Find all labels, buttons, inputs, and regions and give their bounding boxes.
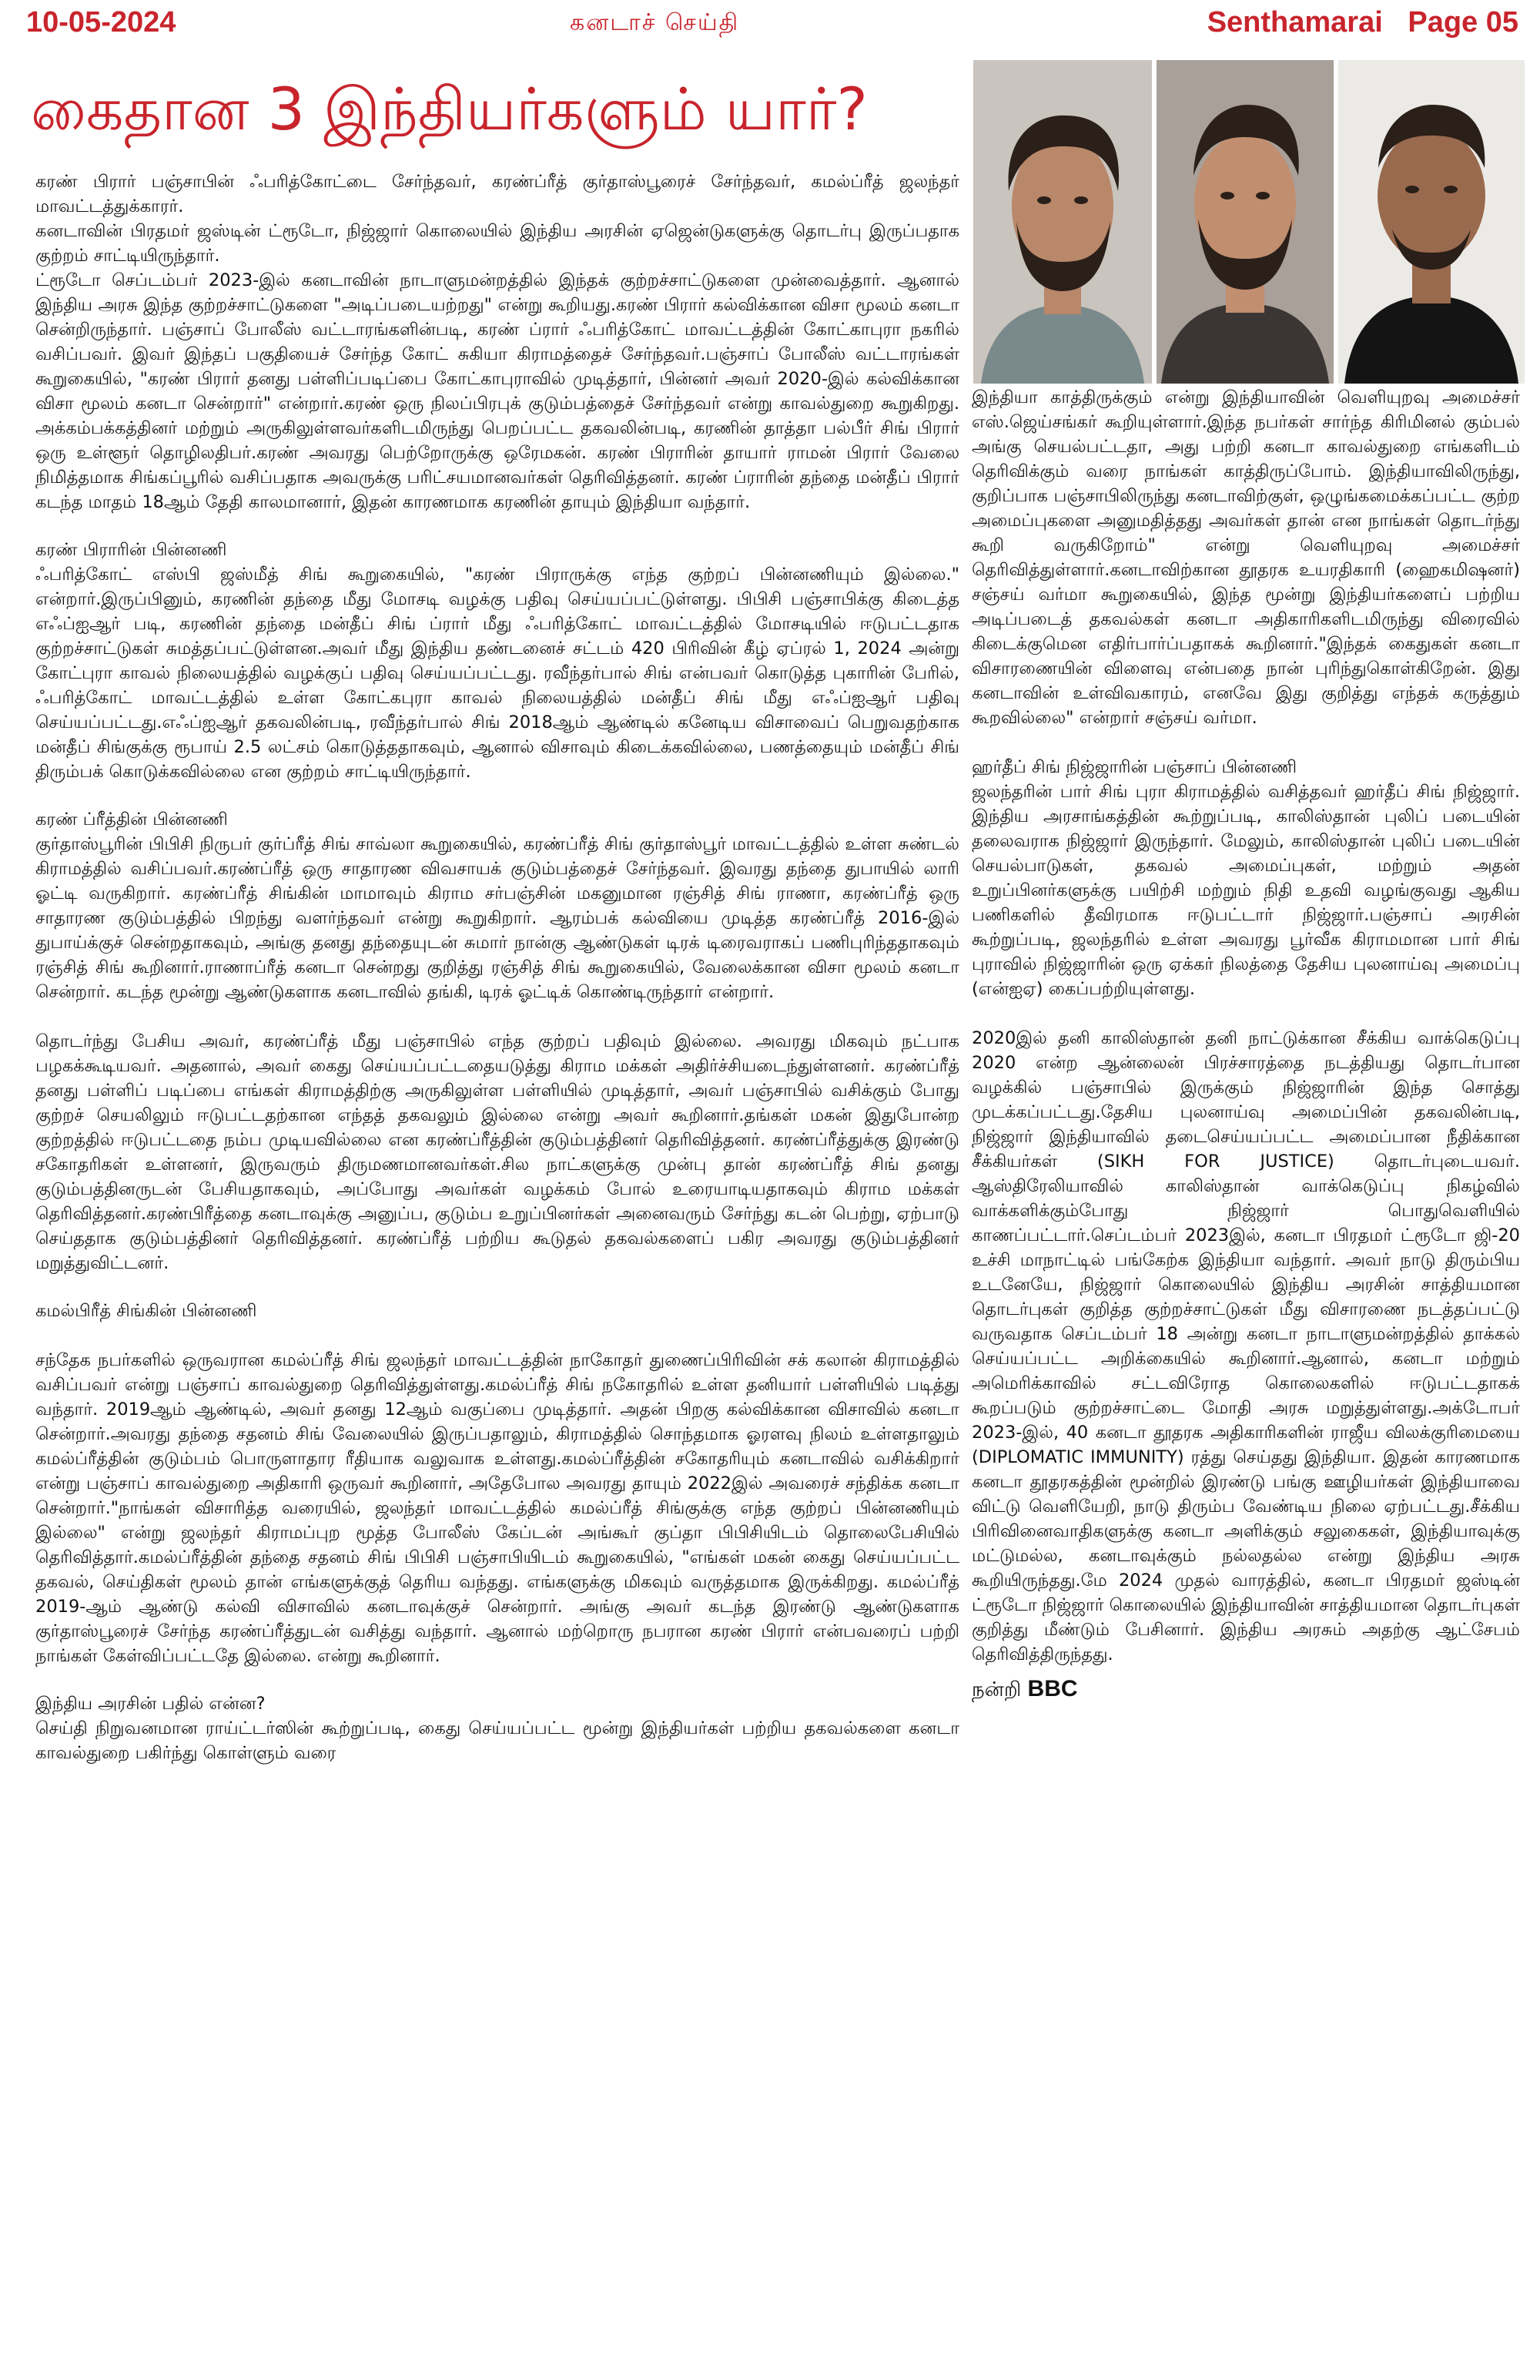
govt-response-paragraph-start: செய்தி நிறுவனமான ராய்ட்டர்ஸின் கூற்றுப்படி, கைது செய்யப்பட்ட மூன்று இந்தியர்கள் பற்றிய தகவல்களை கனடா காவல்துறை பகிர்ந்து கொள்ளும் வரை: [35, 1718, 959, 1763]
karan-brar-paragraph: ஃபரித்கோட் எஸ்பி ஜஸ்மீத் சிங் கூறுகையில், "கரண் பிராருக்கு எந்த குற்றப் பின்னணியும் இல்லை." என்றார்.இருப்பினும், கரணின் தந்தை மீது மோசடி வழக்கு பதிவு செய்யப்பட்டுள்ளது. பிபிசி பஞ்சாபிக்கு கிடைத்த எஃப்ஐஆர் படி, கரணின் தந்தை மன்தீப் சிங் ப்ரார் மீது ஃபரித்கோட் மாவட்டத்தில் மோசடியில் ஈடுபட்டதாக குற்றச்சாட்டுகள் சுமத்தப்பட்டுள்ளன.அவர் மீது இந்திய தண்டனைச் சட்டம் 420 பிரிவின் கீழ் ஏப்ரல் 1, 2024 அன்று கோட்புரா காவல் நிலையத்தில் வழக்குப் பதிவு செய்யப்பட்டது. ரவீந்தர்பால் சிங் என்பவர் கொடுத்த புகாரின் பேரில், ஃபரித்கோட் மாவட்டத்தில் உள்ள கோட்கபுரா காவல் நிலையத்தில் மன்தீப் சிங் மீது எஃப்ஐஆர் பதிவு செய்யப்பட்டது.எஃப்ஐஆர் தகவலின்படி, ரவீந்தர்பால் சிங் 2018ஆம் ஆண்டில் கனேடிய விசாவைப் பெறுவதற்காக மன்தீப் சிங்குக்கு ரூபாய் 2.5 லட்சம் கொடுத்ததாகவும், ஆனால் விசாவும் கிடைக்கவில்லை, பணத்தையும் மன்தீப் சிங் திரும்பக் கொடுக்கவில்லை என குற்றம் சாட்டியிருந்தார்.: [35, 565, 959, 782]
source-credit: [972, 1676, 1520, 1703]
intro-paragraph-2: கனடாவின் பிரதமர் ஜஸ்டின் ட்ரூடோ, நிஜ்ஜார் கொலையில் இந்திய அரசின் ஏஜென்டுகளுக்கு தொடர்பு இருப்பதாக குற்றம் சாட்டியிருந்தார்.: [35, 221, 959, 266]
masthead: [1190, 6, 1518, 39]
suspect-photo-1: [973, 60, 1152, 384]
article-headline: கைதான 3 இந்தியர்களும் யார்?: [31, 75, 868, 143]
credit-label: நன்றி: [972, 1678, 1022, 1701]
nijjar-paragraph-1: ஜலந்தரின் பார் சிங் புரா கிராமத்தில் வசித்தவர் ஹர்தீப் சிங் நிஜ்ஜார். இந்திய அரசாங்கத்தின் கூற்றுப்படி, காலிஸ்தான் புலிப் படையின் தலைவராக நிஜ்ஜார் இருந்தார். மேலும், காலிஸ்தான் புலிப் படையின் செயல்பாடுகள், தகவல் அமைப்புகள், மற்றும் அதன் உறுப்பினர்களுக்கு பயிற்சி மற்றும் நிதி உதவி வழங்குவது ஆகிய பணிகளில் தீவிரமாக ஈடுபட்டார் நிஜ்ஜார்.பஞ்சாப் அரசின் கூற்றுப்படி, ஜலந்தரில் உள்ள அவரது பூர்வீக கிராமமான பார் சிங் புராவில் நிஜ்ஜாரின் ஒரு ஏக்கர் நிலத்தை தேசிய புலனாய்வு அமைப்பு (என்ஐஏ) கைப்பற்றியுள்ளது.: [972, 782, 1520, 999]
face: [1378, 128, 1485, 263]
kamalpreet-paragraph: சந்தேக நபர்களில் ஒருவரான கமல்ப்ரீத் சிங் ஜலந்தர் மாவட்டத்தின் நாகோதர் துணைப்பிரிவின் சக் கலான் கிராமத்தில் வசிப்பவர் என்று பஞ்சாப் காவல்துறை தெரிவித்துள்ளது.கமல்ப்ரீத் சிங் நகோதரில் உள்ள தனியார் பள்ளியில் படித்து வந்தார். 2019ஆம் ஆண்டில், அவர் தனது 12ஆம் வகுப்பை முடித்தார். அதன் பிறகு கல்விக்கான விசாவில் கனடா சென்றார்.அவரது தந்தை சதனம் சிங் வேலையில் இருப்பதாலும், கிராமத்தில் சொந்தமாக ஓரளவு நிலம் உள்ளதாலும் கமல்ப்ரீத்தின் குடும்பம் பொருளாதார ரீதியாக வலுவாக உள்ளது.கமல்ப்ரீத்தின் சகோதரியும் கனடாவில் வசிக்கிறார் என்று பஞ்சாப் காவல்துறை அதிகாரி ஒருவர் கூறினார், அதேபோல அவரது தாயும் 2022இல் அவரைச் சந்திக்க கனடா சென்றார்."நாங்கள் விசாரித்த வரையில், ஜலந்தர் மாவட்டத்தில் கமல்ப்ரீத் சிங்குக்கு எந்த குற்றப் பின்னணியும் இல்லை" என்று ஜலந்தர் கிராமப்புற மூத்த போலீஸ் கேப்டன் அங்கூர் குப்தா பிபிசியிடம் தொலைபேசியில் தெரிவித்தார்.கமல்ப்ரீத்தின் தந்தை சதனம் சிங் பிபிசி பஞ்சாபியிடம் கூறுகையில், "எங்கள் மகன் கைது செய்யப்பட்ட தகவல், செய்திகள் மூலம் தான் எங்களுக்குத் தெரிய வந்தது. எங்களுக்கு மிகவும் வருத்தமாக இருக்கிறது. கமல்ப்ரீத் 2019-ஆம் ஆண்டு கல்வி விசாவில் கனடாவுக்குச் சென்றார். அங்கு அவர் கடந்த இரண்டு ஆண்டுகளாக குர்தாஸ்பூரைச் சேர்ந்த கரண்ப்ரீத்துடன் வசித்து வந்தார். ஆனால் மற்றொரு நபரான கரண் பிரார் என்பவரைப் பற்றி நாங்கள் கேள்விப்பட்டதே இல்லை. என்று கூறினார்.: [35, 1350, 959, 1666]
page-header: [0, 0, 1540, 51]
section-name: கனடாச் செய்தி: [570, 9, 740, 36]
right-column: [972, 385, 1520, 2365]
suspect-photo-3-image: [1338, 60, 1525, 384]
publication-name: Senthamarai: [1207, 6, 1383, 39]
section-heading-govt-response: இந்திய அரசின் பதில் என்ன?: [35, 1694, 266, 1714]
suspect-photo-3: [1338, 60, 1525, 384]
nijjar-paragraph-2: 2020இல் தனி காலிஸ்தான் தனி நாட்டுக்கான சீக்கிய வாக்கெடுப்பு 2020 என்ற ஆன்லைன் பிரச்சாரத்தை நடத்தியது தொடர்பான வழக்கில் பஞ்சாபில் இருக்கும் நிஜ்ஜாரின் இந்த சொத்து முடக்கப்பட்டது.தேசிய புலனாய்வு அமைப்பின் தகவலின்படி, நிஜ்ஜார் இந்தியாவில் தடைசெய்யப்பட்ட அமைப்பான நீதிக்கான சீக்கியர்கள் (SIKH FOR JUSTICE) தொடர்புடையவர். ஆஸ்திரேலியாவில் காலிஸ்தான் வாக்கெடுப்பு நிகழ்வில் வாக்களிக்கும்போது நிஜ்ஜார் பொதுவெளியில் காணப்பட்டார்.செப்டம்பர் 2023இல், கனடா பிரதமர் ட்ரூடோ ஜி-20 உச்சி மாநாட்டில் பங்கேற்க இந்தியா வந்தார். அவர் நாடு திரும்பிய உடனேயே, நிஜ்ஜார் கொலையில் இந்திய அரசின் சாத்தியமான தொடர்புகள் குறித்த குற்றச்சாட்டுகள் மீது விசாரணை நடத்தப்பட்டு வருவதாக செப்டம்பர் 18 அன்று கனடா நாடாளுமன்றத்தில் தாக்கல் செய்யப்பட்ட அறிக்கையில் கூறினார்.ஆனால், கனடா மற்றும் அமெரிக்காவில் சட்டவிரோத கொலைகளில் ஈடுபட்டதாகக் கூறப்படும் குற்றச்சாட்டை மோதி அரசு மறுத்துள்ளது.அக்டோபர் 2023-இல், 40 கனடா தூதரக அதிகாரிகளின் ராஜீய விலக்குரிமையை (DIPLOMATIC IMMUNITY) ரத்து செய்தது இந்தியா. இதன் காரணமாக கனடா தூதரகத்தின் மூன்றில் இரண்டு பங்கு ஊழியர்கள் இந்தியாவை விட்டு வெளியேறி, நாடு திரும்ப வேண்டிய நிலை ஏற்பட்டது.சீக்கிய பிரிவினைவாதிகளுக்கு கனடா அளிக்கும் சலுகைகள், இந்தியாவுக்கு மட்டுமல்ல, கனடாவுக்கும் நல்லதல்ல என்று இந்திய அரசு கூறியிருந்தது.மே 2024 முதல் வாரத்தில், கனடா பிரதமர் ஜஸ்டின் ட்ரூடோ நிஜ்ஜார் கொலையில் இந்தியாவின் சாத்தியமான தொடர்புகள் குறித்து மீண்டும் பேசினார். இந்திய அரசும் அதற்கு ஆட்சேபம் தெரிவித்திருந்தது.: [972, 1028, 1520, 1664]
section-heading-karanpreet: கரண் ப்ரீத்தின் பின்னணி: [35, 810, 228, 830]
left-column: [35, 169, 959, 2365]
suspect-photo-2-image: [1157, 60, 1334, 384]
intro-paragraph-3: ட்ரூடோ செப்டம்பர் 2023-இல் கனடாவின் நாடாளுமன்றத்தில் இந்தக் குற்றச்சாட்டுகளை முன்வைத்தார். ஆனால் இந்திய அரசு இந்த குற்றச்சாட்டுகளை "அடிப்படையற்றது" என்று கூறியது.கரண் பிரார் கல்விக்கான விசா மூலம் கனடா சென்றிருந்தார். பஞ்சாப் போலீஸ் வட்டாரங்களின்படி, கரண் ப்ரார் ஃபரித்கோட் மாவட்டத்தின் கோட்காபுரா நகரில் வசிப்பவர். இவர் இந்தப் பகுதியைச் சேர்ந்த கோட் சுகியா கிராமத்தைச் சேர்ந்தவர்.பஞ்சாப் போலீஸ் வட்டாரங்கள் கூறுகையில், "கரண் பிரார் தனது பள்ளிப்படிப்பை கோட்காபுராவில் முடித்தார், பின்னர் அவர் 2020-இல் கல்விக்கான விசா மூலம் கனடா சென்றார்" என்றார்.கரண் ஒரு நிலப்பிரபுக் குடும்பத்தைச் சேர்ந்தவர் என்று காவல்துறை கூறுகிறது. அக்கம்பக்கத்தினர் மற்றும் அருகிலுள்ளவர்களிடமிருந்து பெறப்பட்ட தகவலின்படி, கரணின் தாத்தா பல்பீர் சிங் பிரார் ஒரு உள்ளூர் தொழிலதிபர்.கரண் அவரது பெற்றோருக்கு ஒரேமகன். கரண் பிராரின் தாயார் ராமன் பிரார் வேலை நிமித்தமாக சிங்கப்பூரில் வசிப்பதாக அவருக்கு பரிட்சயமானவர்கள் தெரிவித்தனர். கரண் ப்ராரின் தந்தை மன்தீப் பிரார் கடந்த மாதம் 18ஆம் தேதி காலமானார், இதன் காரணமாக கரணின் தாயும் இந்தியா வந்தார்.: [35, 270, 959, 512]
suspect-photos: [973, 60, 1525, 384]
suspect-photo-1-image: [973, 60, 1152, 384]
suspect-photo-2: [1157, 60, 1334, 384]
karanpreet-paragraph-2: தொடர்ந்து பேசிய அவர், கரண்ப்ரீத் மீது பஞ்சாபில் எந்த குற்றப் பதிவும் இல்லை. அவரது மிகவும் நட்பாக பழகக்கூடியவர். அதனால், அவர் கைது செய்யப்பட்டதையடுத்து கிராம மக்கள் அதிர்ச்சியடைந்துள்ளனர். கரண்ப்ரீத் தனது பள்ளிப் படிப்பை எங்கள் கிராமத்திற்கு அருகிலுள்ள பள்ளியில் முடித்தார், அவர் பஞ்சாபில் வசிக்கும் போது குற்றச் செயலிலும் ஈடுபட்டதற்கான எந்தத் தகவலும் இல்லை என்று அவர் கூறினார்.தங்கள் மகன் இதுபோன்ற குற்றத்தில் ஈடுபட்டதை நம்ப முடியவில்லை என கரண்ப்ரீத்தின் குடும்பத்தினர் தெரிவித்தனர். கரண்ப்ரீத்துக்கு இரண்டு சகோதரிகள் உள்ளனர், இருவரும் திருமணமானவர்கள்.சில நாட்களுக்கு முன்பு தான் கரண்ப்ரீத் சிங் தனது குடும்பத்தினருடன் பேசியதாகவும், அப்போது அவர்கள் வழக்கம் போல் உரையாடியதாகவும் கிராம மக்கள் தெரிவித்தனர்.கரண்பிரீத்தை கனடாவுக்கு அனுப்ப, குடும்ப உறுப்பினர்கள் அனைவரும் சேர்ந்து கடன் பெற்று, ஏற்பாடு செய்ததாக குடும்பத்தினர் தெரிவித்தனர். கரண்ப்ரீத் பற்றிய கூடுதல் தகவல்களைப் பகிர அவரது குடும்பத்தினர் மறுத்துவிட்டனர்.: [35, 1031, 959, 1273]
section-heading-karan-brar: கரண் பிராரின் பின்னணி: [35, 540, 227, 560]
intro-paragraph-1: கரண் பிரார் பஞ்சாபின் ஃபரித்கோட்டை சேர்ந்தவர், கரண்ப்ரீத் குர்தாஸ்பூரைச் சேர்ந்தவர், கமல்ப்ரீத் ஜலந்தர் மாவட்டத்துக்காரர்.: [35, 172, 959, 216]
issue-date: 10-05-2024: [26, 6, 176, 39]
govt-response-paragraph-continued: இந்தியா காத்திருக்கும் என்று இந்தியாவின் வெளியுறவு அமைச்சர் எஸ்.ஜெய்சங்கர் கூறியுள்ளார்.இந்த நபர்கள் சார்ந்த கிரிமினல் கும்பல் அங்கு செயல்பட்டதா, அது பற்றி கனடா காவல்துறை எங்களிடம் தெரிவிக்கும் வரை நாங்கள் காத்திருப்போம். இந்தியாவிலிருந்து, குறிப்பாக பஞ்சாபிலிருந்து கனடாவிற்குள், ஒழுங்கமைக்கப்பட்ட குற்ற அமைப்புகளை அனுமதித்தது அவர்கள் தான் என நாங்கள் தொடர்ந்து கூறி வருகிறோம்" என்று வெளியுறவு அமைச்சர் தெரிவித்துள்ளார்.கனடாவிற்கான தூதரக உயரதிகாரி (ஹைகமிஷனர்) சஞ்சய் வர்மா கூறுகையில், இந்த மூன்று இந்தியர்களைப் பற்றிய அடிப்படைத் தகவல்கள் கனடா அதிகாரிகளிடமிருந்து விரைவில் கிடைக்குமென எதிர்பார்ப்பதாகக் கூறினார்."இந்தக் கைதுகள் கனடா விசாரணையின் விளைவு என்பதை நான் புரிந்துகொள்கிறேன். இது கனடாவின் உள்விவகாரம், எனவே இது குறித்து எந்தக் கருத்தும் கூறவில்லை" என்றார் சஞ்சய் வர்மா.: [972, 387, 1520, 728]
section-heading-kamalpreet: கமல்பிரீத் சிங்கின் பின்னணி: [35, 1301, 257, 1321]
section-heading-nijjar: ஹர்தீப் சிங் நிஜ்ஜாரின் பஞ்சாப் பின்னணி: [972, 757, 1297, 777]
karanpreet-paragraph-1: குர்தாஸ்பூரின் பிபிசி நிருபர் குர்ப்ரீத் சிங் சாவ்லா கூறுகையில், கரண்ப்ரீத் சிங் குர்தாஸ்பூர் மாவட்டத்தில் உள்ள சுண்டல் கிராமத்தில் வசிப்பவர்.கரண்ப்ரீத் ஒரு சாதாரண விவசாயக் குடும்பத்தைச் சேர்ந்தவர். இவரது தந்தை துபாயில் லாரி ஓட்டி வருகிறார். கரண்ப்ரீத் சிங்கின் மாமாவும் கிராம சர்பஞ்சின் மகனுமான ரஞ்சித் சிங் ராணா, கரண்ப்ரீத் ஒரு சாதாரண குடும்பத்தில் பிறந்து வளர்ந்தவர் என்று கூறுகிறார். ஆரம்பக் கல்வியை முடித்த கரண்ப்ரீத் 2016-இல் துபாய்க்குச் சென்றதாகவும், அங்கு தனது தந்தையுடன் சுமார் நான்கு ஆண்டுகள் டிரக் டிரைவராகப் பணிபுரிந்ததாகவும் ரஞ்சித் சிங் கூறினார்.ராணாப்ரீத் கனடா சென்றது குறித்து ரஞ்சித் சிங் கூறுகையில், வேலைக்கான விசா மூலம் கனடா சென்றார். கடந்த மூன்று ஆண்டுகளாக கனடாவில் தங்கி, டிரக் ஓட்டிக் கொண்டிருந்தார் என்றார்.: [35, 834, 959, 1002]
page-number: Page 05: [1408, 6, 1518, 39]
credit-source: BBC: [1027, 1676, 1078, 1701]
